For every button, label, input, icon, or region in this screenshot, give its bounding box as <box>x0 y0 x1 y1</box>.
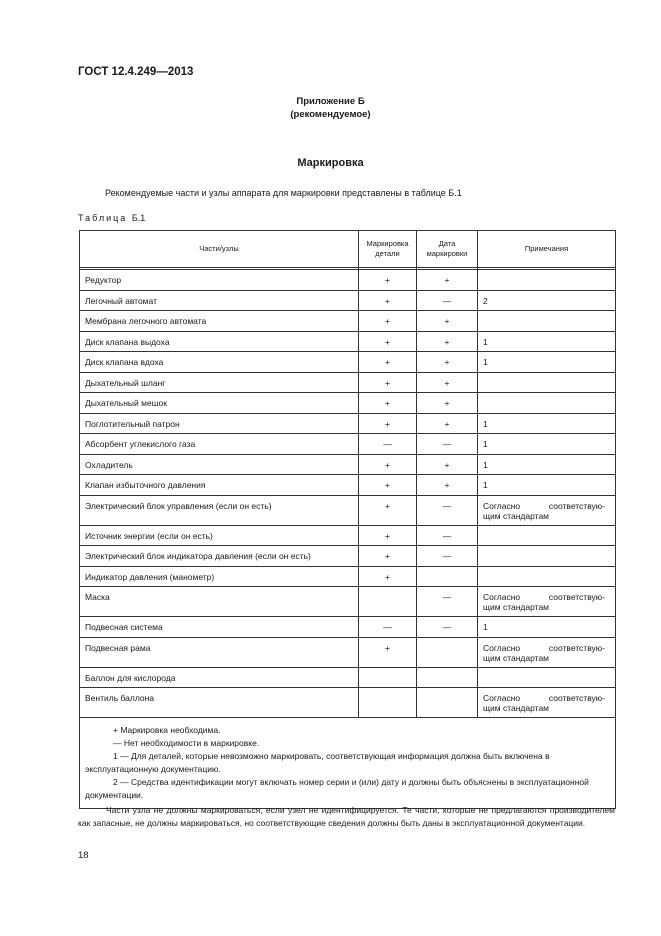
note-text-a: Согласно <box>483 592 521 602</box>
closing-paragraph: Части узла не должны маркироваться, если узел не идентифицируется. Те части, которые не предлагаются производителем как запасные, не должны маркироваться, но соответствующие сведения должны быть даны в эксплуатационной документации. <box>78 805 615 828</box>
row-marking: + <box>359 331 417 352</box>
header-date: Дата маркировки <box>417 231 478 268</box>
row-marking: + <box>359 525 417 546</box>
note-text-a: Согласно <box>483 500 521 511</box>
row-part: Мембрана легочного автомата <box>80 311 359 332</box>
row-date <box>417 637 478 667</box>
row-date: + <box>417 352 478 373</box>
header-marking: Маркировка детали <box>359 231 417 268</box>
row-marking: + <box>359 290 417 311</box>
section-title: Маркировка <box>297 157 364 169</box>
row-date: + <box>417 331 478 352</box>
row-note: 1 <box>478 434 616 455</box>
row-part: Поглотительный патрон <box>80 413 359 434</box>
row-date: — <box>417 587 478 617</box>
table-footnotes-row <box>80 718 616 809</box>
note-text-a: Согласно <box>483 693 521 703</box>
row-date <box>417 667 478 688</box>
marking-table <box>79 230 616 809</box>
row-marking: + <box>359 546 417 567</box>
footnote-2: 2 — Средства идентификации могут включать номер серии и (или) дату и должны быть объяснены в эксплуатационной документации. <box>85 777 589 800</box>
note-text-b: соответствую- <box>548 693 605 703</box>
row-marking: — <box>359 434 417 455</box>
row-note <box>478 270 616 291</box>
row-note: 1 <box>478 617 616 638</box>
row-date: + <box>417 270 478 291</box>
row-marking: + <box>359 393 417 414</box>
table-row <box>80 546 616 567</box>
note-text-b: соответствую- <box>548 592 605 602</box>
row-date: — <box>417 617 478 638</box>
row-part: Маска <box>80 587 359 617</box>
footnote-1: 1 — Для деталей, которые невозможно маркировать, соответствующая информация должна быть включена в эксплуатационную документацию. <box>85 751 550 774</box>
note-text-c: щим стандартам <box>483 602 550 612</box>
table-caption-number: Б.1 <box>131 213 146 223</box>
row-date <box>417 688 478 718</box>
appendix-title: Приложение Б <box>296 96 365 107</box>
row-date: + <box>417 372 478 393</box>
header-notes: Примечания <box>478 231 616 268</box>
row-note: 2 <box>478 290 616 311</box>
row-note: 1 <box>478 331 616 352</box>
table-row <box>80 495 616 525</box>
note-text-b: соответствую- <box>548 500 605 511</box>
table-footnotes <box>80 718 616 809</box>
row-note: 1 <box>478 413 616 434</box>
row-marking: + <box>359 454 417 475</box>
row-marking <box>359 667 417 688</box>
row-date: + <box>417 311 478 332</box>
footnote-dash: — Нет необходимости в маркировке. <box>113 738 260 748</box>
table-row <box>80 566 616 587</box>
header-part: Части/узлы <box>80 231 359 268</box>
table-row <box>80 372 616 393</box>
table-row <box>80 270 616 291</box>
table-row <box>80 393 616 414</box>
row-date: + <box>417 475 478 496</box>
table-row <box>80 290 616 311</box>
row-part: Индикатор давления (манометр) <box>80 566 359 587</box>
row-date <box>417 566 478 587</box>
row-marking: + <box>359 311 417 332</box>
row-note <box>478 495 616 525</box>
row-part: Диск клапана вдоха <box>80 352 359 373</box>
row-part: Абсорбент углекислого газа <box>80 434 359 455</box>
row-date: — <box>417 434 478 455</box>
row-marking: + <box>359 495 417 525</box>
table-row <box>80 475 616 496</box>
note-text-c: щим стандартам <box>483 510 550 521</box>
row-part: Баллон для кислорода <box>80 667 359 688</box>
row-note <box>478 637 616 667</box>
row-marking: + <box>359 475 417 496</box>
row-part: Легочный автомат <box>80 290 359 311</box>
row-date: — <box>417 525 478 546</box>
note-text-c: щим стандартам <box>483 703 550 713</box>
row-part: Вентиль баллона <box>80 688 359 718</box>
note-text-a: Согласно <box>483 642 521 653</box>
row-marking: + <box>359 566 417 587</box>
table-row <box>80 637 616 667</box>
row-part: Дыхательный шланг <box>80 372 359 393</box>
table-row <box>80 434 616 455</box>
table-row <box>80 617 616 638</box>
document-header-standard: ГОСТ 12.4.249—2013 <box>78 66 194 78</box>
row-marking <box>359 587 417 617</box>
row-note: 1 <box>478 352 616 373</box>
row-date: — <box>417 495 478 525</box>
table-row <box>80 525 616 546</box>
row-part: Редуктор <box>80 270 359 291</box>
table-row <box>80 311 616 332</box>
page-number: 18 <box>78 850 89 861</box>
row-marking: + <box>359 372 417 393</box>
row-note <box>478 688 616 718</box>
row-note <box>478 667 616 688</box>
table-row <box>80 587 616 617</box>
row-marking: + <box>359 637 417 667</box>
row-note <box>478 393 616 414</box>
row-date: + <box>417 413 478 434</box>
row-part: Источник энергии (если он есть) <box>80 525 359 546</box>
table-row <box>80 667 616 688</box>
row-note <box>478 587 616 617</box>
note-text-b: соответствую- <box>548 642 605 653</box>
row-part: Электрический блок управления (если он есть) <box>80 495 359 525</box>
row-date: — <box>417 546 478 567</box>
table-header-row <box>80 231 616 268</box>
row-date: — <box>417 290 478 311</box>
row-marking: + <box>359 352 417 373</box>
row-marking: — <box>359 617 417 638</box>
appendix-subtitle: (рекомендуемое) <box>290 109 371 120</box>
row-note: 1 <box>478 475 616 496</box>
row-date: + <box>417 454 478 475</box>
row-part: Подвесная рама <box>80 637 359 667</box>
row-note <box>478 525 616 546</box>
note-text-c: щим стандартам <box>483 652 550 663</box>
table-row <box>80 688 616 718</box>
row-marking: + <box>359 270 417 291</box>
row-note: 1 <box>478 454 616 475</box>
row-marking: + <box>359 413 417 434</box>
row-part: Диск клапана выдоха <box>80 331 359 352</box>
row-note <box>478 311 616 332</box>
table-caption-word: Таблица <box>78 213 128 223</box>
table-row <box>80 331 616 352</box>
row-part: Клапан избыточного давления <box>80 475 359 496</box>
table-row <box>80 454 616 475</box>
table-caption <box>78 213 145 223</box>
row-note <box>478 566 616 587</box>
intro-paragraph: Рекомендуемые части и узлы аппарата для маркировки представлены в таблице Б.1 <box>105 188 462 198</box>
row-date: + <box>417 393 478 414</box>
table-row <box>80 413 616 434</box>
table-row <box>80 352 616 373</box>
row-part: Подвесная система <box>80 617 359 638</box>
footnote-plus: + Маркировка необходима. <box>113 725 221 735</box>
row-part: Дыхательный мешок <box>80 393 359 414</box>
row-part: Охладитель <box>80 454 359 475</box>
row-note <box>478 546 616 567</box>
row-marking <box>359 688 417 718</box>
row-note <box>478 372 616 393</box>
row-part: Электрический блок индикатора давления (если он есть) <box>80 546 359 567</box>
